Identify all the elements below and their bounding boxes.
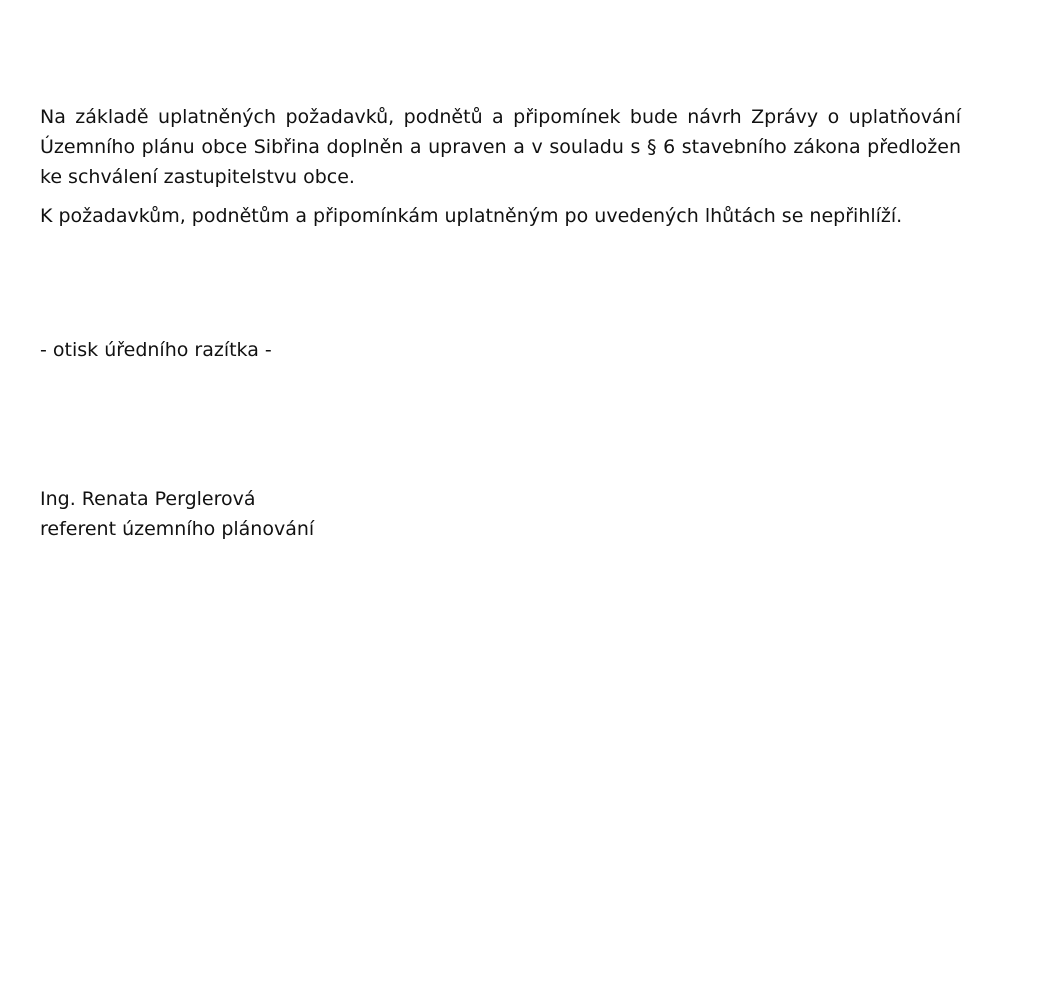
signatory-title: referent územního plánování bbox=[40, 518, 315, 540]
document-body bbox=[40, 102, 961, 231]
paragraph-requirements: Na základě uplatněných požadavků, podnětů a připomínek bude návrh Zprávy o uplatňování Územního plánu obce Sibřina doplněn a upraven a v souladu s § 6 stavebního zákona předložen ke schválení zastupitelstvu obce. bbox=[40, 106, 961, 188]
signature-block bbox=[40, 484, 314, 544]
official-stamp-placeholder: - otisk úředního razítka - bbox=[40, 339, 272, 361]
paragraph-late-submissions: K požadavkům, podnětům a připomínkám uplatněným po uvedených lhůtách se nepřihlíží. bbox=[40, 205, 903, 227]
signatory-name: Ing. Renata Perglerová bbox=[40, 488, 256, 510]
